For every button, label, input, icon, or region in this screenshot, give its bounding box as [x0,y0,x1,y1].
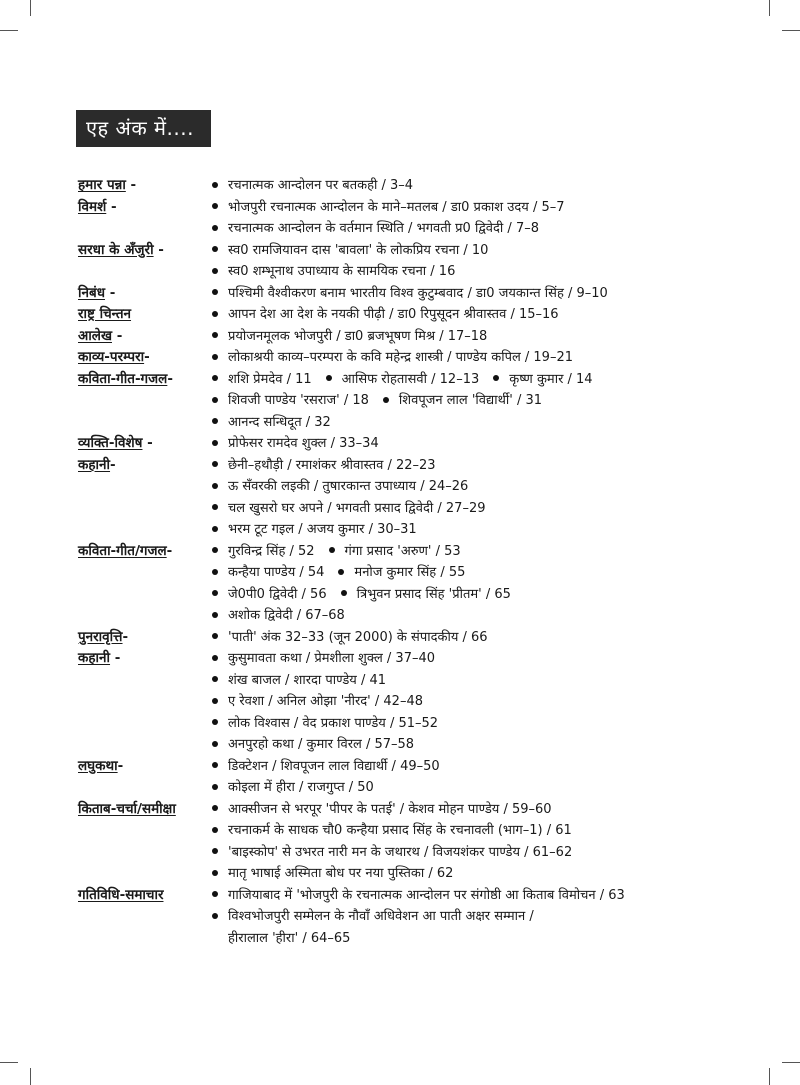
section-label-suffix: - [110,456,116,473]
section-label [78,304,208,326]
entry-text: आसिफ रोहतासवी / 12–13 [341,371,480,387]
section-label [78,326,208,348]
section-label-suffix: - [110,650,121,666]
toc-entry [208,691,778,713]
section-entries [208,304,778,326]
entry-text: छेनी–हथौड़ी / रमाशंकर श्रीवास्तव / 22–23 [228,457,436,473]
section-label-text: कविता-गीत/गजल [78,542,167,559]
bullet-icon [212,655,218,661]
entry-text: ए रेवशा / अनिल ओझा 'नीरद' / 42–48 [228,694,423,709]
section-label [78,240,208,262]
section-label [78,197,208,219]
bullet-icon [212,762,218,768]
section-label [78,283,208,305]
crop-mark [0,30,18,31]
section-label-suffix: - [167,370,173,387]
toc-entry [208,627,778,649]
bullet-icon [212,547,218,553]
entry-text: स्व0 शम्भूनाथ उपाध्याय के सामयिक रचना / 16 [228,264,456,279]
toc-entry [208,240,778,262]
toc-entry [208,369,778,391]
toc-entry [208,734,778,756]
bullet-icon [326,375,332,381]
bullet-icon [493,375,499,381]
toc-entry [208,713,778,735]
bullet-icon [212,354,218,360]
bullet-icon [383,397,389,403]
toc-entry [208,799,778,821]
bullet-icon [212,569,218,575]
section-label-text: राष्ट्र चिन्तन [78,306,132,322]
entry-text: शिवपूजन लाल 'विद्यार्थी' / 31 [398,393,543,408]
entry-text: आपन देश आ देश के नयकी पीढ़ी / डा0 रिपुसूदन श्रीवास्तव / 15–16 [228,307,559,322]
entry-text: 'बाइस्कोप' से उभरत नारी मन के जथारथ / विजयशंकर पाण्डेय / 61–62 [228,844,573,860]
section-entries [208,627,778,649]
entry-text: कृष्ण कुमार / 14 [509,371,593,387]
bullet-icon [212,784,218,790]
toc-entry [208,498,778,520]
section-entries [208,799,778,885]
entry-text: हीरालाल 'हीरा' / 64–65 [228,930,351,946]
crop-mark [769,1068,770,1085]
section-label [78,799,208,821]
entry-text: अनपुरहो कथा / कुमार विरल / 57–58 [228,737,415,752]
section-label-text: पुनरावृत्ति [78,628,123,645]
section-label-text: आलेख [78,327,112,344]
toc-entry [208,906,778,928]
section-label-suffix: - [153,241,164,258]
section-label [78,433,208,455]
toc-entry [208,885,778,907]
toc-entry [208,777,778,799]
section-label [78,369,208,391]
bullet-icon [212,870,218,876]
toc-entry [208,562,778,584]
section-label-suffix: - [166,542,173,559]
section-label-suffix: - [125,177,137,193]
bullet-icon [212,375,218,381]
toc-entry [208,476,778,498]
section-label [78,175,208,197]
section-entries [208,283,778,305]
entry-text: रचनाकर्म के साधक चौ0 कन्हैया प्रसाद सिंह के रचनावली (भाग–1) / 61 [228,823,572,838]
toc-section [78,648,778,756]
bullet-icon [212,590,218,596]
toc-section [78,799,778,885]
section-label-text: काव्य-परम्परा [78,349,145,365]
section-label [78,885,208,907]
bullet-icon [212,612,218,618]
section-entries [208,175,778,197]
bullet-icon [212,182,218,188]
section-label-suffix: - [142,435,153,451]
toc-entry [208,197,778,219]
toc-section [78,175,778,197]
toc-entry [208,175,778,197]
crop-mark [30,1068,31,1085]
bullet-icon [212,676,218,682]
section-label-text: गतिविधि-समाचार [78,886,164,903]
bullet-icon [212,203,218,209]
entry-text: शिवजी पाण्डेय 'रसराज' / 18 [228,393,369,408]
toc-section [78,283,778,305]
section-entries [208,197,778,240]
toc-section [78,455,778,541]
section-label [78,627,208,649]
section-label-text: किताब-चर्चा/समीक्षा [78,800,176,817]
entry-text: विश्वभोजपुरी सम्मेलन के नौवाँ अधिवेशन आ पाती अक्षर सम्मान / [228,909,534,924]
entry-text: डिक्टेशन / शिवपूजन लाल विद्यार्थी / 49–50 [228,758,440,774]
bullet-icon [341,590,347,596]
crop-mark [782,1062,800,1063]
section-label-suffix: - [105,284,116,301]
section-label-suffix: - [112,327,123,344]
section-label-text: कविता-गीत-गजल [78,370,168,387]
entry-text: भरम टूट गइल / अजय कुमार / 30–31 [228,522,417,537]
bullet-icon [212,397,218,403]
section-label [78,756,208,778]
entry-text: गाजियाबाद में 'भोजपुरी के रचनात्मक आन्दोलन पर संगोष्ठी आ किताब विमोचन / 63 [228,887,625,903]
toc-entry [208,519,778,541]
entry-text: 'पाती' अंक 32–33 (जून 2000) के संपादकीय / 66 [228,629,488,645]
toc-section [78,369,778,434]
toc-entry [208,304,778,326]
toc-entry [208,412,778,434]
section-entries [208,326,778,348]
entry-text: आनन्द सन्धिदूत / 32 [228,414,331,430]
section-entries [208,885,778,950]
toc-entry [208,261,778,283]
section-entries [208,240,778,283]
entry-text: आक्सीजन से भरपूर 'पीपर के पतई' / केशव मोहन पाण्डेय / 59–60 [228,801,552,817]
section-label-suffix: - [117,757,124,774]
bullet-icon [212,633,218,639]
bullet-icon [212,504,218,510]
entry-text: ऊ सँवरकी लइकी / तुषारकान्त उपाध्याय / 24–26 [228,479,469,494]
bullet-icon [212,741,218,747]
crop-mark [0,1062,18,1063]
entry-text: भोजपुरी रचनात्मक आन्दोलन के माने–मतलब / डा0 प्रकाश उदय / 5–7 [228,199,565,215]
section-label-suffix: - [144,349,150,365]
section-label [78,541,208,563]
entry-text: लोकाश्रयी काव्य–परम्परा के कवि महेन्द्र शास्त्री / पाण्डेय कपिल / 19–21 [228,350,574,365]
toc-section [78,347,778,369]
bullet-icon [212,246,218,252]
toc-entry [208,842,778,864]
section-entries [208,347,778,369]
entry-text: कुसुमावता कथा / प्रेमशीला शुक्ल / 37–40 [228,651,436,666]
toc-section [78,627,778,649]
section-label-text: निबंध [78,284,105,301]
entry-text: कोइला में हीरा / राजगुप्त / 50 [228,780,374,795]
bullet-icon [212,719,218,725]
section-label-text: व्यक्ति-विशेष [78,435,143,451]
toc-entry [208,433,778,455]
toc-entry [208,756,778,778]
section-label-text: कहानी [78,456,111,473]
crop-mark [30,0,31,16]
entry-text: पश्चिमी वैश्वीकरण बनाम भारतीय विश्व कुटुम्बवाद / डा0 जयकान्त सिंह / 9–10 [228,285,608,301]
entry-text: शंख बाजल / शारदा पाण्डेय / 41 [228,672,387,688]
bullet-icon [212,526,218,532]
toc-entry [208,584,778,606]
toc-section [78,756,778,799]
entry-text: जे0पी0 द्विवेदी / 56 [228,586,327,602]
bullet-icon [212,289,218,295]
toc-section [78,240,778,283]
section-entries [208,369,778,434]
section-entries [208,433,778,455]
section-entries [208,541,778,627]
toc-entry [208,283,778,305]
bullet-icon [212,848,218,854]
section-entries [208,756,778,799]
crop-mark [769,0,770,16]
toc-entry [208,670,778,692]
toc-section [78,197,778,240]
section-label-suffix: - [122,628,129,645]
entry-text: गंगा प्रसाद 'अरुण' / 53 [344,543,461,559]
entry-text: त्रिभुवन प्रसाद सिंह 'प्रीतम' / 65 [356,586,511,602]
bullet-icon [212,311,218,317]
entry-text: शशि प्रेमदेव / 11 [228,371,312,387]
bullet-icon [212,698,218,704]
bullet-icon [212,268,218,274]
section-label-suffix: - [106,198,117,215]
entry-text: चल खुसरो घर अपने / भगवती प्रसाद द्विवेदी / 27–29 [228,500,486,516]
bullet-icon [212,440,218,446]
section-label-text: सरधा के अँजुरी [78,241,154,258]
toc-entry [208,218,778,240]
toc-section [78,885,778,950]
entry-text: कन्हैया पाण्डेय / 54 [228,565,325,580]
toc-entry [208,390,778,412]
entry-text: लोक विश्वास / वेद प्रकाश पाण्डेय / 51–52 [228,715,439,731]
entry-text: प्रयोजनमूलक भोजपुरी / डा0 ब्रजभूषण मिश्र / 17–18 [228,328,488,344]
section-entries [208,455,778,541]
toc-section [78,304,778,326]
toc-entry [208,455,778,477]
toc-entry [208,928,778,950]
entry-text: मनोज कुमार सिंह / 55 [354,565,466,580]
section-label-text: कहानी [78,650,111,666]
section-label-text: हमार पन्ना [78,177,126,193]
toc-section [78,326,778,348]
toc-entry [208,820,778,842]
toc-section [78,541,778,627]
toc-entry [208,648,778,670]
section-entries [208,648,778,756]
bullet-icon [212,418,218,424]
section-label [78,455,208,477]
bullet-icon [329,547,335,553]
toc-entry [208,605,778,627]
entry-text: गुरविन्द्र सिंह / 52 [228,543,315,559]
bullet-icon [212,913,218,919]
crop-mark [782,30,800,31]
section-label-text: लघुकथा [78,757,118,774]
bullet-icon [212,225,218,231]
table-of-contents [78,175,778,949]
entry-text: अशोक द्विवेदी / 67–68 [228,608,345,623]
bullet-icon [212,891,218,897]
entry-text: स्व0 रामजियावन दास 'बावला' के लोकप्रिय रचना / 10 [228,242,489,258]
toc-section [78,433,778,455]
toc-entry [208,541,778,563]
entry-text: मातृ भाषाई अस्मिता बोध पर नया पुस्तिका / 62 [228,866,454,881]
bullet-icon [212,827,218,833]
bullet-icon [212,805,218,811]
toc-entry [208,326,778,348]
entry-text: रचनात्मक आन्दोलन पर बतकही / 3–4 [228,178,414,193]
entry-text: प्रोफेसर रामदेव शुक्ल / 33–34 [228,436,379,451]
section-label [78,648,208,670]
bullet-icon [338,569,344,575]
toc-entry [208,347,778,369]
section-label [78,347,208,369]
bullet-icon [212,483,218,489]
bullet-icon [212,461,218,467]
section-label-text: विमर्श [78,198,107,215]
page-title: एह अंक में.... [76,110,211,147]
bullet-icon [212,332,218,338]
entry-text: रचनात्मक आन्दोलन के वर्तमान स्थिति / भगवती प्र0 द्विवेदी / 7–8 [228,221,539,236]
toc-entry [208,863,778,885]
